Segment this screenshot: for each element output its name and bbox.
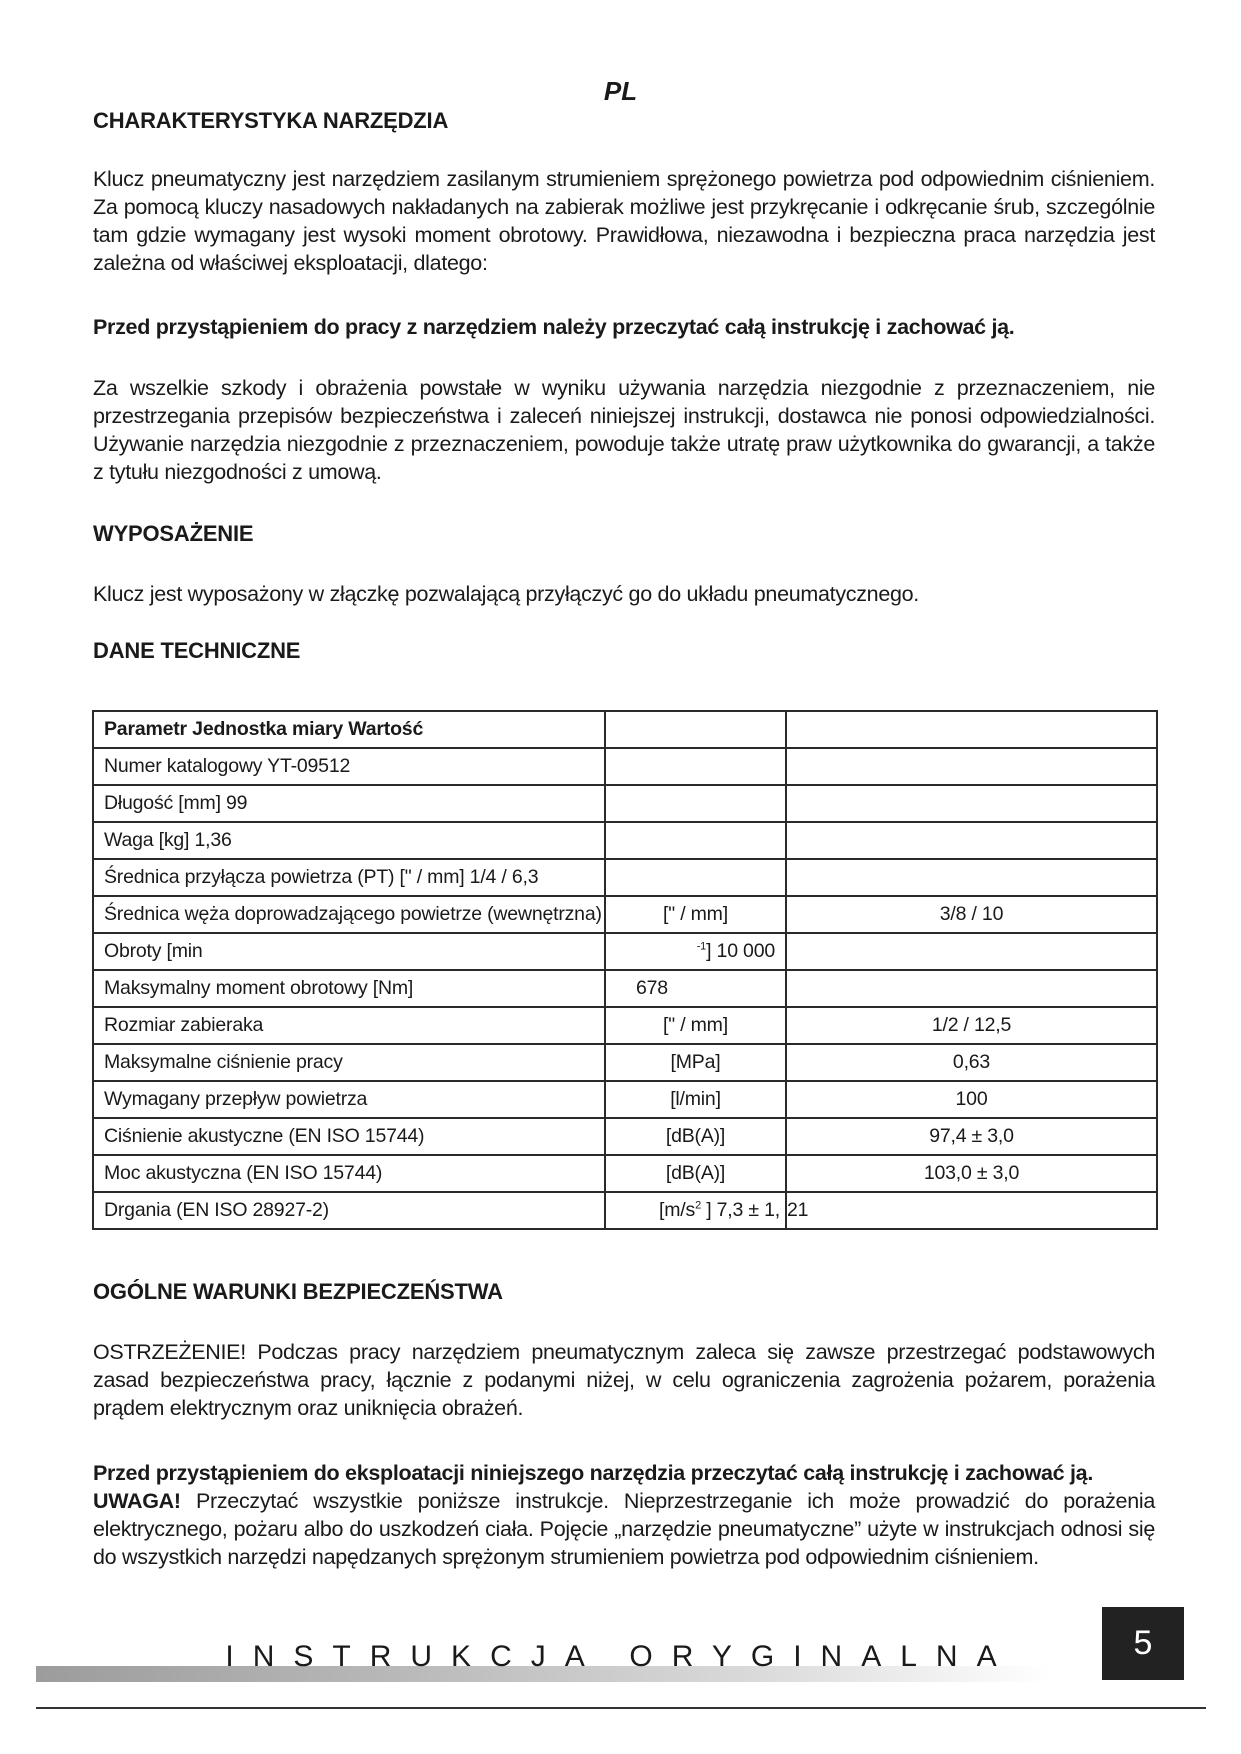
uwaga-label: UWAGA! xyxy=(93,1489,181,1513)
parameter-cell: Wymagany przepływ powietrza xyxy=(93,1081,605,1118)
value-cell xyxy=(786,711,1157,748)
paragraph-warning: OSTRZEŻENIE! Podczas pracy narzędziem pneumatycznym zaleca się zawsze przestrzegać podstawowych zasad bezpieczeństwa pracy, łącznie z podanymi niżej, w celu ograniczenia zagrożenia pożarem, porażenia prądem elektrycznym oraz uniknięcia obrażeń. xyxy=(93,1340,1155,1420)
unit-cell xyxy=(605,1192,786,1229)
unit-cell xyxy=(605,785,786,822)
parameter-cell: Rozmiar zabieraka xyxy=(93,1007,605,1044)
unit-cell xyxy=(605,859,786,896)
parameter-cell: Moc akustyczna (EN ISO 15744) xyxy=(93,1155,605,1192)
value-cell: 100 xyxy=(786,1081,1157,1118)
unit-cell xyxy=(605,748,786,785)
parameter-cell: Numer katalogowy YT-09512 xyxy=(93,748,605,785)
unit-cell xyxy=(605,1044,786,1081)
value-cell: 3/8 / 10 xyxy=(786,896,1157,933)
paragraph-tool-description: Klucz pneumatyczny jest narzędziem zasilanym strumieniem sprężonego powietrza pod odpowiednim ciśnieniem. Za pomocą kluczy nasadowych nakładanych na zabierak możliwe jest przykręcanie i odkręcanie śrub, szczególnie tam gdzie wymagany jest wysoki moment obrotowy. Prawidłowa, niezawodna i bezpieczna praca narzędzia jest zależna od właściwej eksploatacji, dlatego: xyxy=(93,167,1155,275)
footer-title: INSTRUKCJA ORYGINALNA xyxy=(225,1640,1016,1673)
unit-text: [dB(A)] xyxy=(665,1125,726,1147)
parameter-cell: Maksymalne ciśnienie pracy xyxy=(93,1044,605,1081)
unit-text: [l/min] xyxy=(670,1088,721,1110)
table-row xyxy=(93,1118,1157,1155)
footer-divider xyxy=(36,1707,1206,1709)
unit-superscript: -1 xyxy=(696,940,707,953)
language-code: PL xyxy=(603,76,638,106)
parameter-cell: Obroty [min xyxy=(93,933,605,970)
parameter-cell: Maksymalny moment obrotowy [Nm] xyxy=(93,970,605,1007)
bold-read-instructions-note: Przed przystąpieniem do pracy z narzędziem należy przeczytać całą instrukcję i zachować ją. xyxy=(93,315,1015,339)
bold-read-instructions-note-2: Przed przystąpieniem do eksploatacji niniejszego narzędzia przeczytać całą instrukcję i zachować ją. xyxy=(93,1461,1093,1485)
table-row xyxy=(93,785,1157,822)
table-row xyxy=(93,933,1157,970)
table-row xyxy=(93,896,1157,933)
safety-instructions-block xyxy=(93,1459,1155,1571)
unit-cell xyxy=(605,1118,786,1155)
parameter-cell: Waga [kg] 1,36 xyxy=(93,822,605,859)
unit-text: ] 10 000 xyxy=(706,940,775,962)
value-cell: 1/2 / 12,5 xyxy=(786,1007,1157,1044)
unit-text: [" / mm] xyxy=(663,1014,728,1036)
unit-superscript: 2 xyxy=(695,1199,701,1212)
unit-cell xyxy=(605,1007,786,1044)
unit-cell xyxy=(605,1081,786,1118)
table-row xyxy=(93,748,1157,785)
value-cell: 97,4 ± 3,0 xyxy=(786,1118,1157,1155)
technical-data-table xyxy=(92,710,1158,1230)
unit-text: ] 7,3 ± 1, xyxy=(700,1199,780,1221)
table-row xyxy=(93,1192,1157,1229)
value-cell xyxy=(786,970,1157,1007)
unit-cell xyxy=(605,711,786,748)
parameter-cell: Średnica węża doprowadzającego powietrze (wewnętrzna) xyxy=(93,896,605,933)
section-heading-characteristics: CHARAKTERYSTYKA NARZĘDZIA xyxy=(93,108,449,133)
value-cell xyxy=(786,785,1157,822)
unit-cell xyxy=(605,933,786,970)
section-heading-technical-data: DANE TECHNICZNE xyxy=(93,638,301,663)
unit-text: [" / mm] xyxy=(663,903,728,925)
parameter-cell: Ciśnienie akustyczne (EN ISO 15744) xyxy=(93,1118,605,1155)
table-header-cell: Parametr Jednostka miary Wartość xyxy=(93,711,605,748)
unit-prefix: [m/s xyxy=(659,1199,696,1221)
unit-cell xyxy=(605,822,786,859)
unit-cell xyxy=(605,1155,786,1192)
table-row xyxy=(93,859,1157,896)
paragraph-liability: Za wszelkie szkody i obrażenia powstałe w wyniku używania narzędzia niezgodnie z przeznaczeniem, nie przestrzegania przepisów bezpieczeństwa i zaleceń niniejszej instrukcji, dostawca nie ponosi odpowiedzialności. Używanie narzędzia niezgodnie z przeznaczeniem, powoduje także utratę praw użytkownika do gwarancji, a także z tytułu niezgodności z umową. xyxy=(93,376,1155,484)
paragraph-equipment: Klucz jest wyposażony w złączkę pozwalającą przyłączyć go do układu pneumatycznego. xyxy=(93,582,919,606)
value-cell xyxy=(786,933,1157,970)
value-cell: 103,0 ± 3,0 xyxy=(786,1155,1157,1192)
unit-text: [MPa] xyxy=(670,1051,721,1073)
table-row xyxy=(93,1081,1157,1118)
value-cell xyxy=(786,822,1157,859)
table-row xyxy=(93,711,1157,748)
value-cell: 21 xyxy=(786,1192,1157,1229)
parameter-cell: Drgania (EN ISO 28927-2) xyxy=(93,1192,605,1229)
uwaga-text: Przeczytać wszystkie poniższe instrukcje. Nieprzestrzeganie ich może prowadzić do porażenia elektrycznego, pożaru albo do uszkodzeń ciała. Pojęcie „narzędzie pneumatyczne” użyte w instrukcjach odnosi się do wszystkich narzędzi napędzanych sprężonym strumieniem powietrza pod odpowiednim ciśnieniem. xyxy=(93,1489,1155,1569)
table-row xyxy=(93,970,1157,1007)
table-row xyxy=(93,1044,1157,1081)
table-row xyxy=(93,1007,1157,1044)
section-heading-equipment: WYPOSAŻENIE xyxy=(93,521,254,546)
unit-text: 678 xyxy=(636,977,668,999)
page-number: 5 xyxy=(1102,1607,1184,1680)
section-heading-safety: OGÓLNE WARUNKI BEZPIECZEŃSTWA xyxy=(93,1279,503,1304)
unit-cell xyxy=(605,896,786,933)
unit-text: [dB(A)] xyxy=(665,1162,726,1184)
value-cell: 0,63 xyxy=(786,1044,1157,1081)
parameter-cell: Długość [mm] 99 xyxy=(93,785,605,822)
value-cell xyxy=(786,748,1157,785)
unit-cell xyxy=(605,970,786,1007)
value-cell xyxy=(786,859,1157,896)
table-row xyxy=(93,1155,1157,1192)
parameter-cell: Średnica przyłącza powietrza (PT) [" / mm] 1/4 / 6,3 xyxy=(93,859,605,896)
table-row xyxy=(93,822,1157,859)
